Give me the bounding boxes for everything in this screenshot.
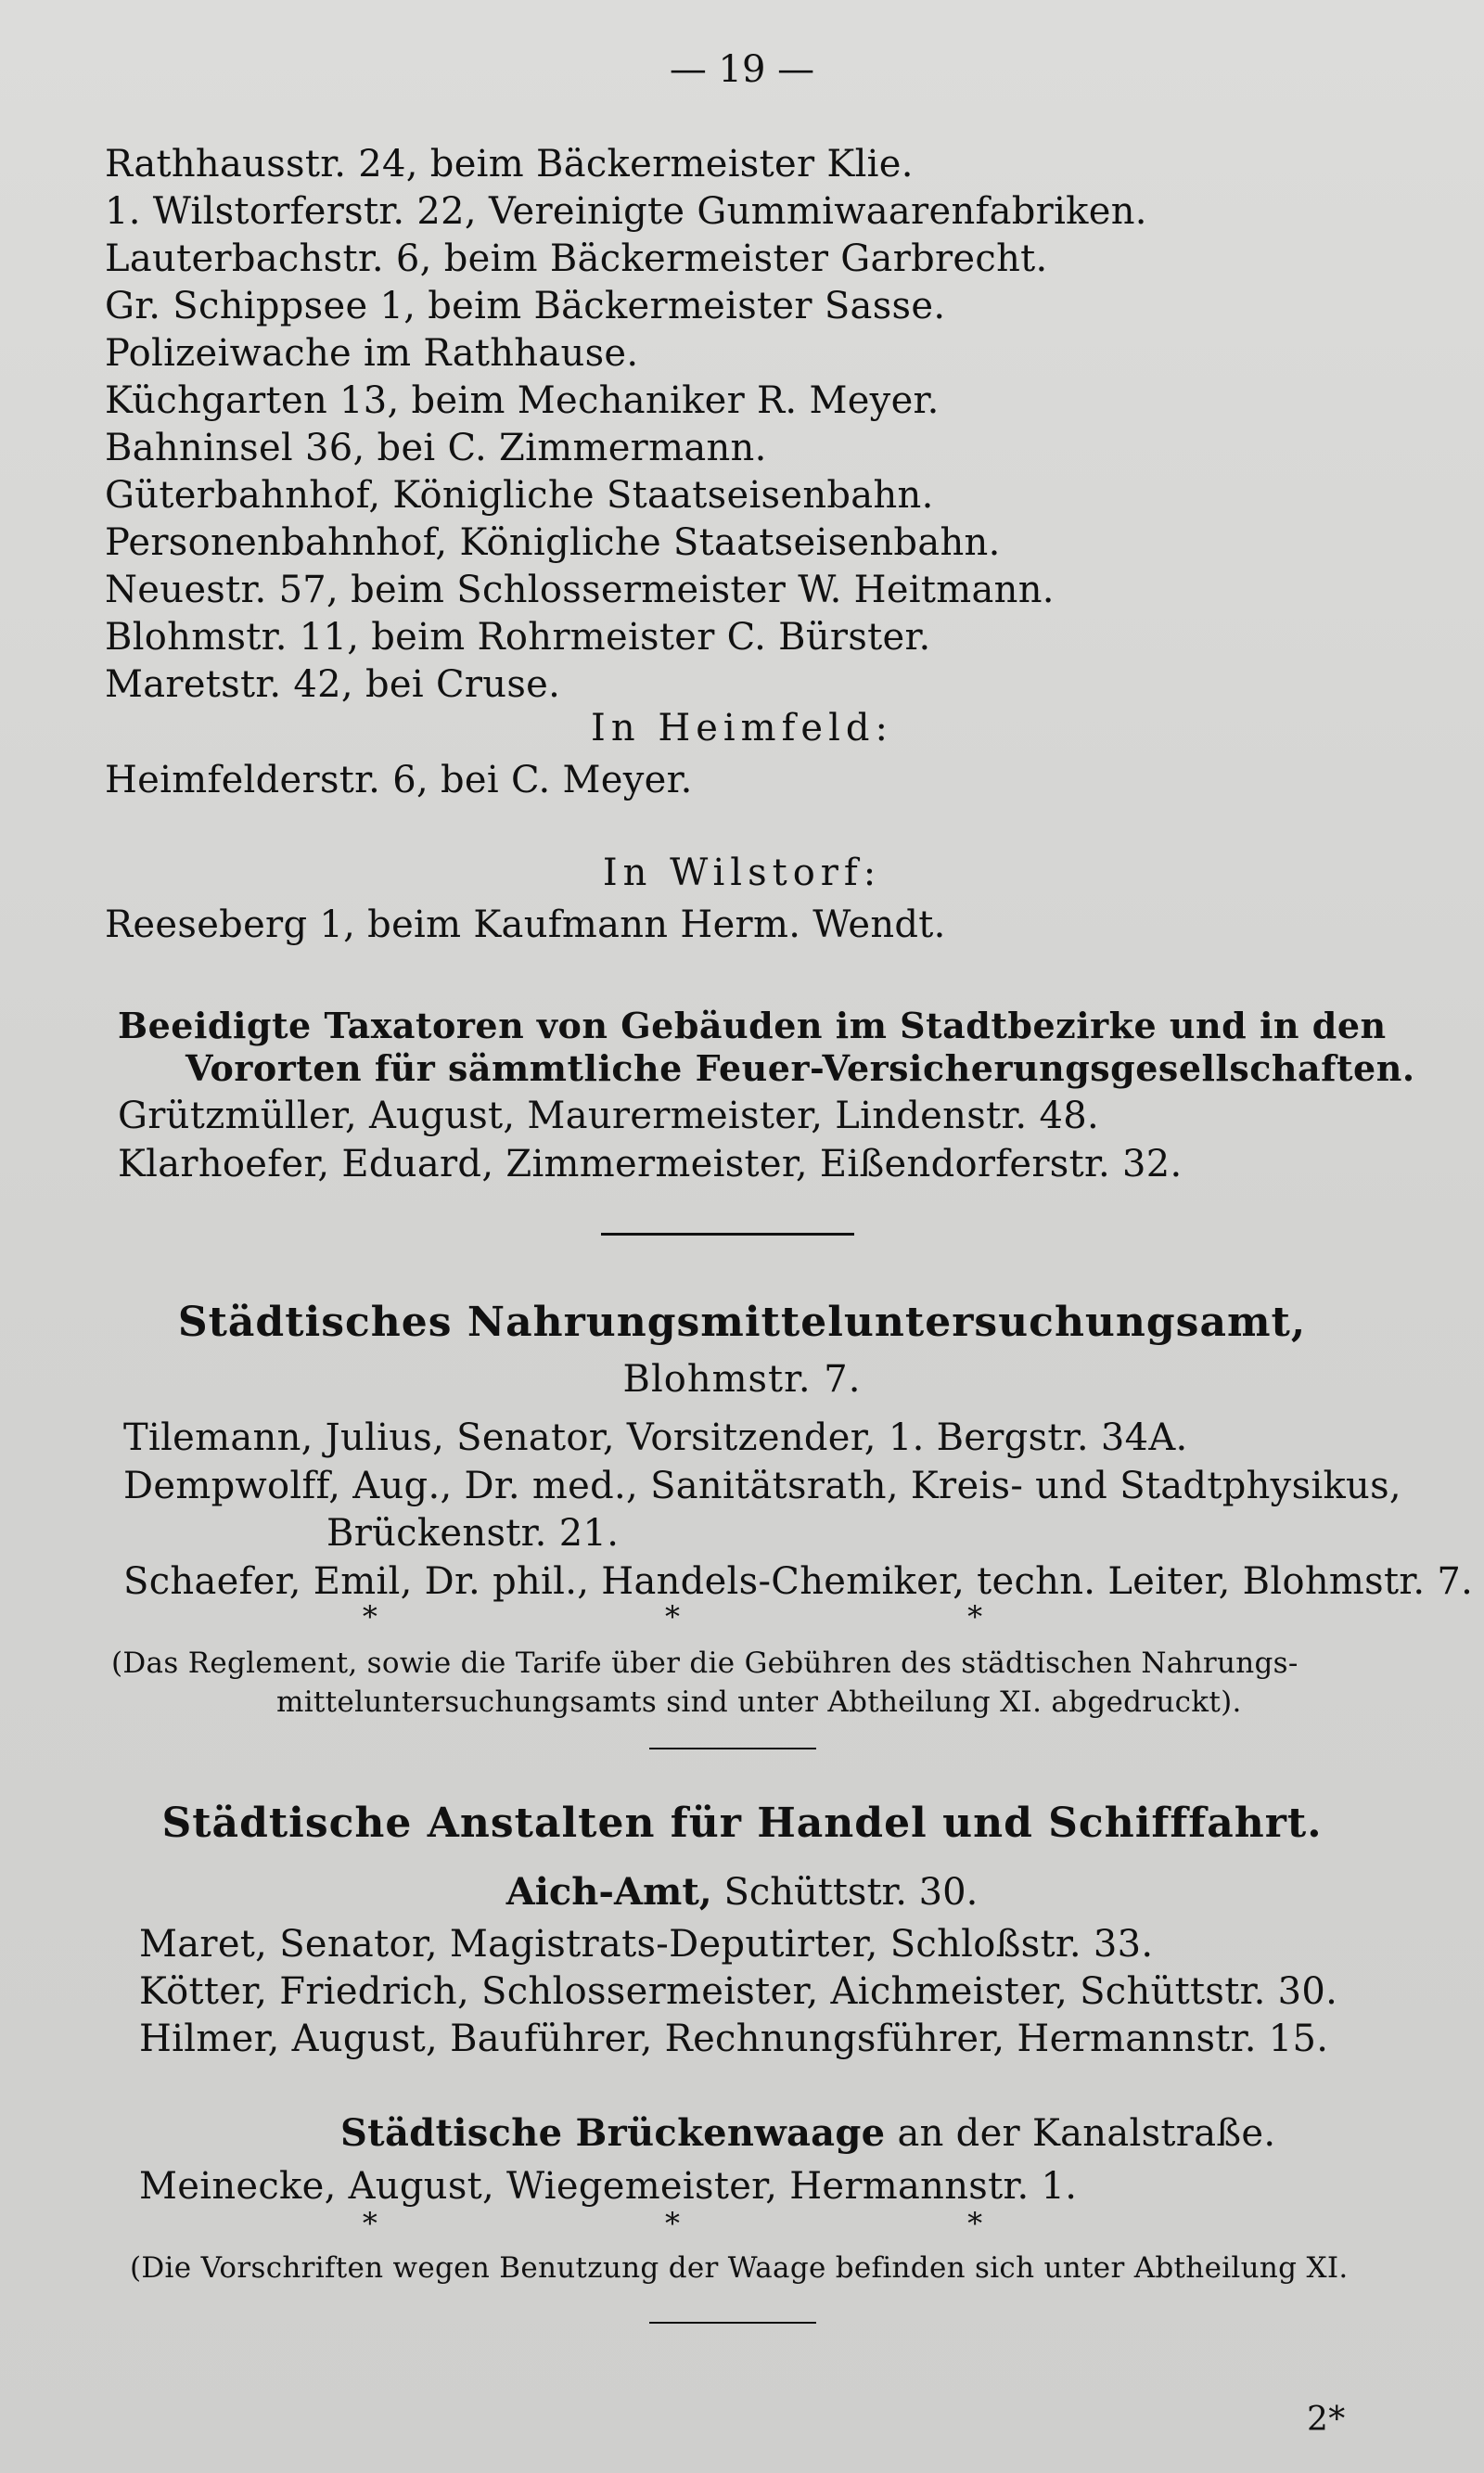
heimfeld-entry: Heimfelderstr. 6, bei C. Meyer.	[105, 759, 693, 801]
aich-amt-title: Aich-Amt,	[505, 1870, 712, 1914]
signature-mark: 2*	[1307, 2401, 1346, 2439]
wilstorf-entry: Reeseberg 1, beim Kaufmann Herm. Wendt.	[105, 903, 946, 946]
divider	[601, 1233, 854, 1236]
handel-heading: Städtische Anstalten für Handel und Schifffahrt.	[161, 1800, 1323, 1847]
list-item: Dempwolff, Aug., Dr. med., Sanitätsrath, Kreis- und Stadtphysikus,	[123, 1465, 1401, 1507]
taxatoren-heading-line1: Beeidigte Taxatoren von Gebäuden im Stadtbezirke und in den	[118, 1005, 1387, 1046]
list-item: Küchgarten 13, beim Mechaniker R. Meyer.	[105, 379, 940, 422]
list-item: Tilemann, Julius, Senator, Vorsitzender, 1. Bergstr. 34A.	[123, 1416, 1188, 1459]
list-item: Klarhoefer, Eduard, Zimmermeister, Eißendorferstr. 32.	[118, 1143, 1183, 1185]
list-item: Rathhausstr. 24, beim Bäckermeister Klie.	[105, 143, 914, 186]
list-item: Maretstr. 42, bei Cruse.	[105, 663, 561, 706]
list-item: Blohmstr. 11, beim Rohrmeister C. Bürster.	[105, 616, 931, 659]
list-item: Personenbahnhof, Königliche Staatseisenbahn.	[105, 521, 1001, 564]
asterism: * * *	[362, 2206, 1122, 2241]
list-item: Schaefer, Emil, Dr. phil., Handels-Chemiker, techn. Leiter, Blohmstr. 7.	[123, 1560, 1474, 1603]
nahrungsmittel-address: Blohmstr. 7.	[622, 1358, 862, 1401]
aich-amt-line	[0, 1871, 1484, 1914]
list-item: Bahninsel 36, bei C. Zimmermann.	[105, 427, 767, 469]
wilstorf-heading: In Wilstorf:	[602, 852, 882, 894]
waage-title: Städtische Brückenwaage	[340, 2111, 886, 2155]
list-item: Grützmüller, August, Maurermeister, Lindenstr. 48.	[118, 1095, 1099, 1137]
page-number: — 19 —	[669, 48, 815, 91]
list-item: 1. Wilstorferstr. 22, Vereinigte Gummiwaarenfabriken.	[105, 190, 1147, 233]
aich-amt-address: Schüttstr. 30.	[723, 1871, 979, 1914]
note-line: (Die Vorschriften wegen Benutzung der Waage befinden sich unter Abtheilung XI.	[130, 2251, 1349, 2285]
list-item: Meinecke, August, Wiegemeister, Hermannstr. 1.	[139, 2165, 1078, 2208]
list-item: Neuestr. 57, beim Schlossermeister W. Heitmann.	[105, 569, 1055, 611]
list-item: Hilmer, August, Bauführer, Rechnungsführer, Hermannstr. 15.	[139, 2018, 1329, 2060]
list-item: Kötter, Friedrich, Schlossermeister, Aichmeister, Schüttstr. 30.	[139, 1970, 1338, 2013]
list-item: Güterbahnhof, Königliche Staatseisenbahn.	[105, 474, 934, 517]
divider	[649, 1748, 816, 1749]
nahrungsmittel-heading: Städtisches Nahrungsmitteluntersuchungsamt,	[177, 1299, 1307, 1346]
divider	[649, 2322, 816, 2324]
note-line: mitteluntersuchungsamts sind unter Abtheilung XI. abgedruckt).	[276, 1685, 1242, 1719]
waage-line	[340, 2112, 1275, 2155]
waage-location: an der Kanalstraße.	[897, 2112, 1276, 2155]
list-item: Brückenstr. 21.	[326, 1512, 620, 1555]
list-item: Polizeiwache im Rathhause.	[105, 332, 639, 375]
taxatoren-heading-line2: Vororten für sämmtliche Feuer-Versicherungsgesellschaften.	[186, 1047, 1415, 1089]
heimfeld-heading: In Heimfeld:	[591, 707, 893, 750]
list-item: Maret, Senator, Magistrats-Deputirter, Schloßstr. 33.	[139, 1923, 1154, 1966]
note-line: (Das Reglement, sowie die Tarife über die Gebühren des städtischen Nahrungs-	[111, 1647, 1298, 1680]
list-item: Lauterbachstr. 6, beim Bäckermeister Garbrecht.	[105, 237, 1048, 280]
asterism: * * *	[362, 1599, 1122, 1634]
list-item: Gr. Schippsee 1, beim Bäckermeister Sasse.	[105, 285, 946, 327]
